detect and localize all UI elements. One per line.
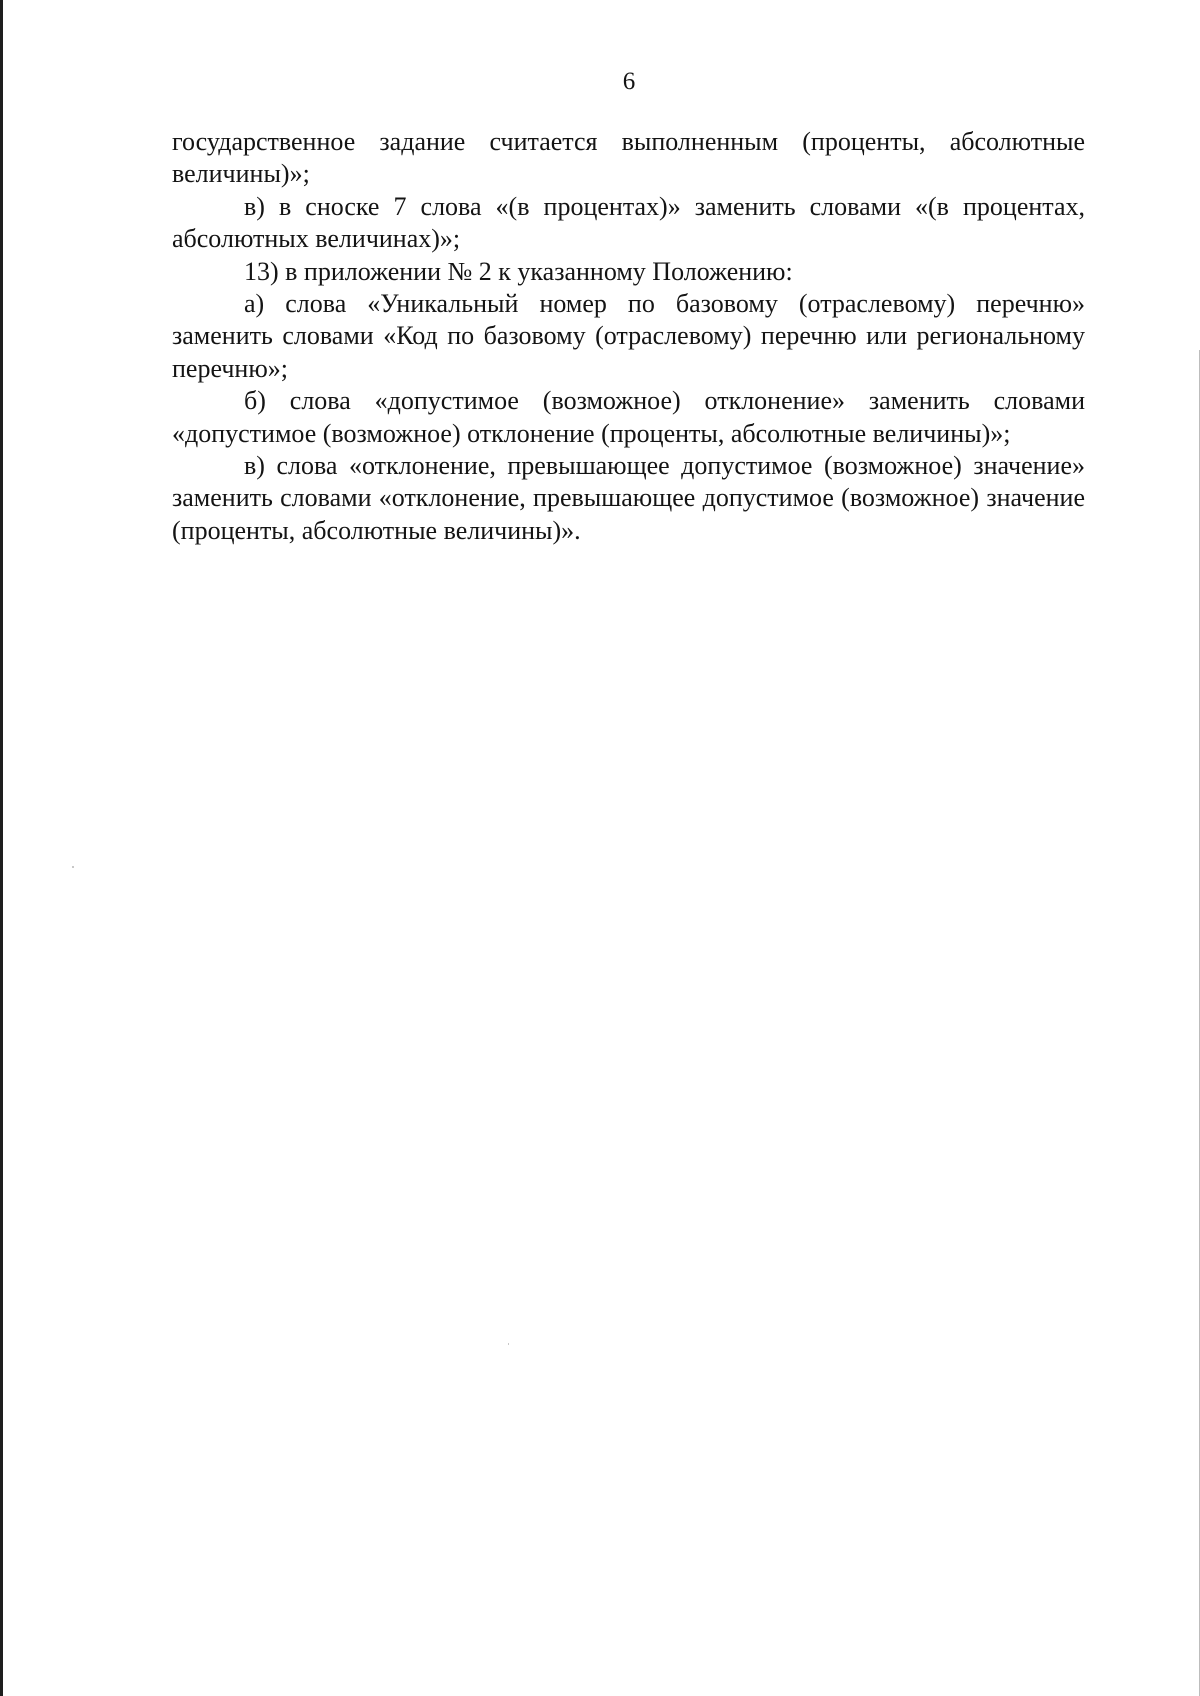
paragraph-item-13: 13) в приложении № 2 к указанному Положению:	[244, 256, 793, 286]
paragraph-continuation: государственное задание считается выполненным (проценты, абсолютные величины)»;	[172, 127, 1085, 189]
paragraph-subitem-v: в) слова «отклонение, превышающее допустимое (возможное) значение» заменить словами «отклонение, превышающее допустимое (возможное) значение (проценты, абсолютные величины)».	[172, 451, 1085, 545]
page-number: 6	[622, 68, 636, 95]
paragraph-subitem-b: б) слова «допустимое (возможное) отклонение» заменить словами «допустимое (возможное) отклонение (проценты, абсолютные величины)»;	[172, 386, 1085, 448]
paragraph-footnote-7: в) в сноске 7 слова «(в процентах)» заменить словами «(в процентах, абсолютных величинах)»;	[172, 191, 1085, 254]
scan-speck	[72, 866, 74, 868]
scan-speck	[508, 1343, 509, 1345]
document-body	[172, 126, 1085, 547]
paragraph-subitem-a: а) слова «Уникальный номер по базовому (отраслевому) перечню» заменить словами «Код по базовому (отраслевому) перечню или региональному перечню»;	[172, 289, 1085, 383]
scan-left-edge	[0, 0, 3, 1696]
